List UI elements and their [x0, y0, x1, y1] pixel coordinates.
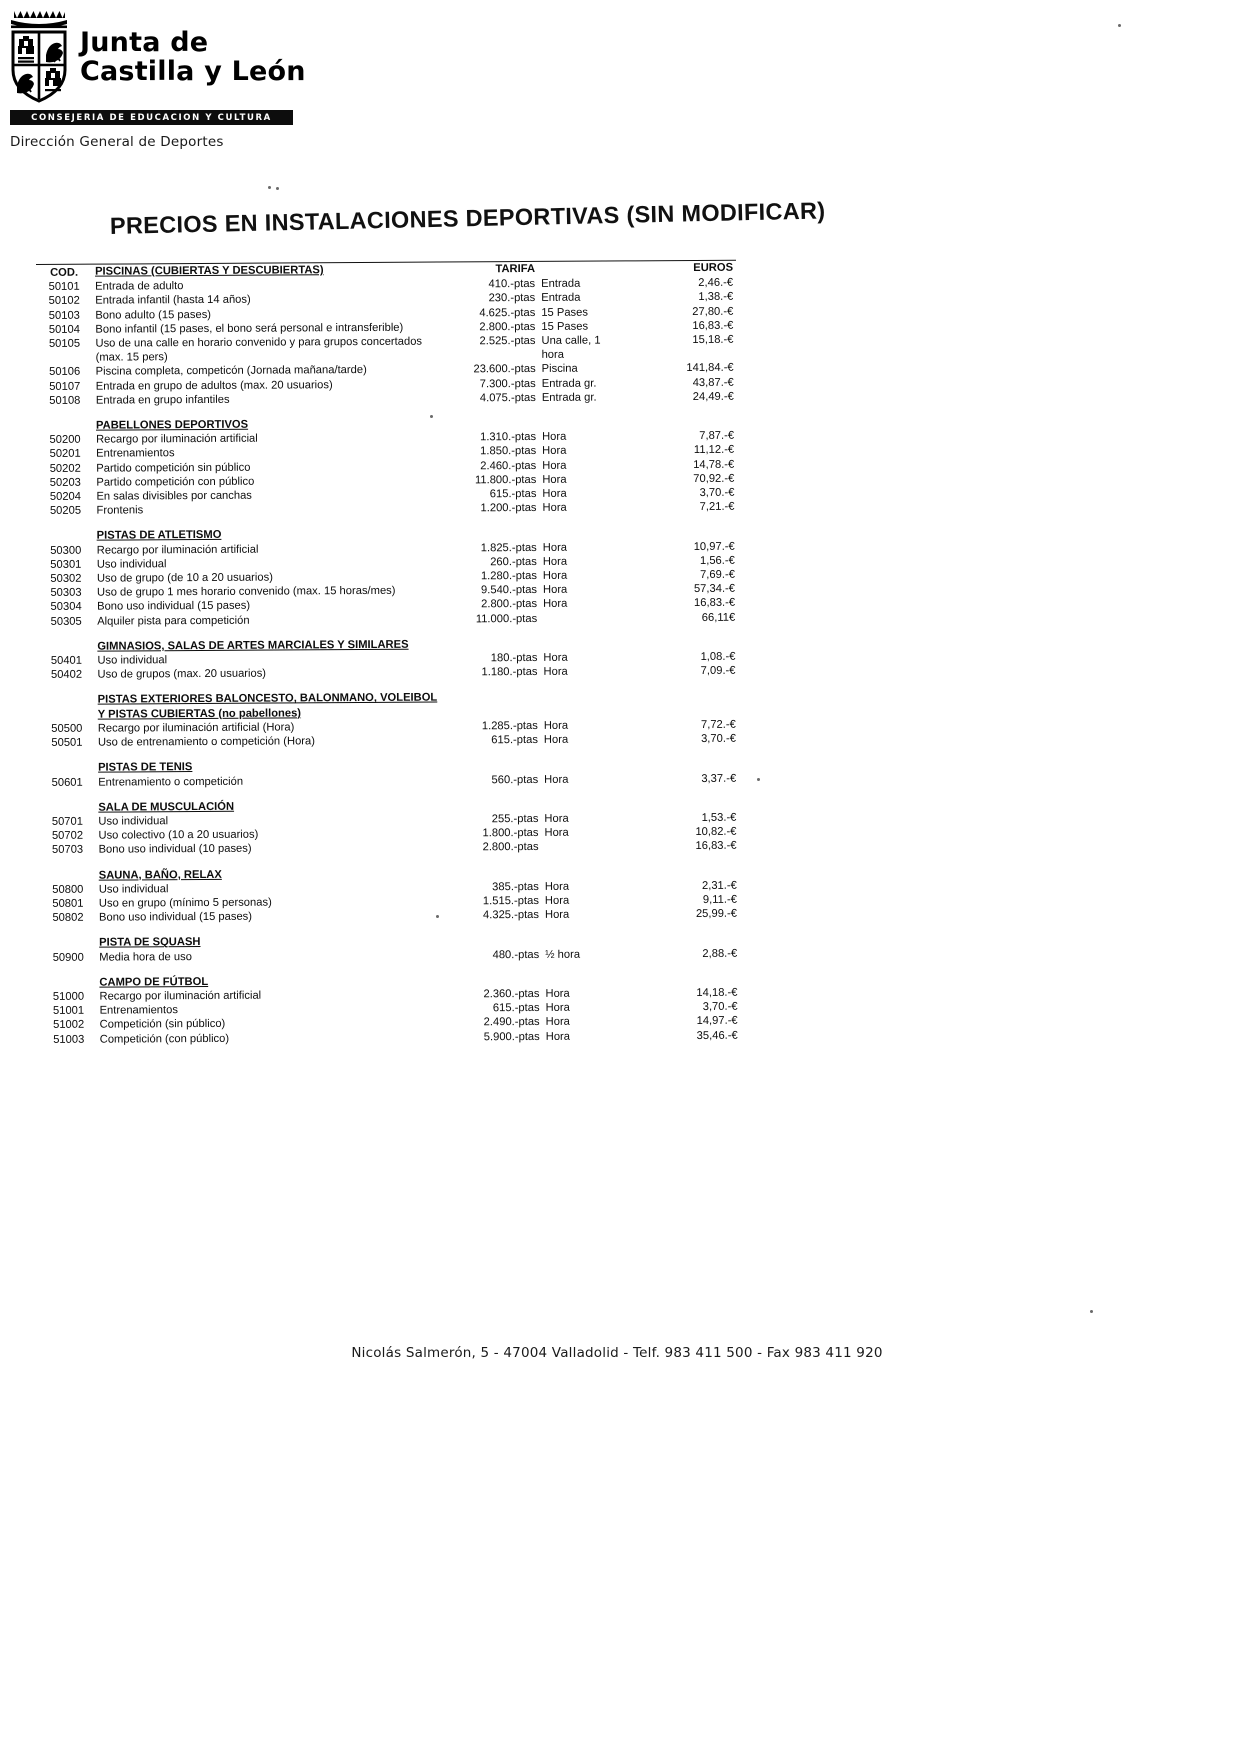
spacer-cell [442, 922, 542, 934]
column-header-euros [629, 689, 739, 718]
row-euros: 16,83.-€ [695, 840, 737, 853]
row-code: 50305 [50, 615, 82, 628]
row-euros: 7,87.-€ [699, 429, 735, 443]
section-heading-text: PISTA DE SQUASH [99, 936, 201, 949]
row-concept: Competición (con público) [99, 1032, 230, 1046]
row-concept: Entrada en grupo infantiles [95, 393, 230, 407]
column-header-euros [629, 757, 739, 772]
row-concept: Entrada en grupo de adultos (max. 20 usuarios) [95, 378, 333, 393]
spacer-cell [39, 750, 95, 761]
row-euros: 7,72.-€ [700, 718, 736, 731]
row-tarifa-ptas: 615.-ptas [491, 734, 538, 747]
column-header-euros [628, 636, 738, 651]
row-concept: Competición (sin público) [99, 1018, 226, 1031]
row-unit: ½ hora [545, 948, 581, 961]
row-tarifa-ptas: 1.825.-ptas [480, 541, 537, 554]
row-code: 50204 [49, 490, 82, 503]
row-concept: Recargo por iluminación artificial [99, 989, 262, 1003]
row-unit: Hora [544, 773, 569, 786]
spacer-cell [542, 854, 630, 866]
row-unit: Hora [545, 1001, 570, 1015]
row-euros: 27,80.-€ [692, 305, 734, 318]
row-tarifa-ptas: 255.-ptas [491, 812, 539, 826]
row-code: 50103 [48, 309, 80, 322]
column-header-cod [40, 936, 96, 951]
column-header-tarifa [440, 637, 540, 652]
column-header-cod [38, 640, 94, 655]
row-unit: Hora [542, 487, 567, 500]
column-header-cod [38, 529, 94, 544]
row-euros: 1,38.-€ [698, 291, 734, 304]
row-code: 50101 [48, 280, 80, 294]
row-euros: 1,53.-€ [701, 811, 737, 824]
row-euros: 14,18.-€ [696, 986, 738, 999]
row-tarifa-ptas: 260.-ptas [490, 555, 537, 569]
row-concept: Uso de grupo 1 mes horario convenido (max. 15 horas/mes) [96, 585, 396, 599]
row-unit: Hora [542, 430, 567, 444]
row-unit: Hora [542, 459, 567, 472]
spacer-cell [40, 857, 96, 868]
row-concept: Uso individual [96, 558, 167, 571]
spacer-cell [630, 960, 740, 972]
row-tarifa-ptas: 11.800.-ptas [474, 473, 537, 487]
consejeria-banner: CONSEJERIA DE EDUCACION Y CULTURA [10, 110, 293, 125]
spacer-cell [628, 514, 738, 526]
row-concept: Partido competición con público [96, 475, 255, 489]
column-header-unit [542, 865, 630, 880]
row-code: 50701 [51, 815, 84, 828]
organization-name-line1: Junta de [80, 27, 209, 58]
row-unit: Una calle, 1 hora [541, 334, 601, 362]
column-header-cod [40, 975, 96, 990]
footer-address: Nicolás Salmerón, 5 - 47004 Valladolid - Telf. 983 411 500 - Fax 983 411 920 [351, 1345, 883, 1361]
row-unit: Hora [542, 555, 568, 568]
section-heading-text: SALA DE MUSCULACIÓN [98, 800, 235, 814]
row-concept: Uso individual [98, 882, 169, 896]
column-header-euros [630, 864, 740, 879]
row-euros: 2,31.-€ [701, 879, 737, 892]
column-header-unit [542, 972, 630, 987]
row-tarifa-ptas: 1.800.-ptas [482, 827, 539, 840]
row-code: 50501 [51, 736, 83, 750]
row-concept: Piscina completa, competicón (Jornada mañana/tarde) [95, 364, 367, 379]
section-heading-row [39, 689, 739, 722]
spacer-cell [441, 679, 541, 691]
section-heading [94, 637, 440, 653]
row-euros: 1,56.-€ [699, 554, 735, 567]
row-euros: 2,88.-€ [702, 947, 738, 960]
row-tarifa-ptas: 230.-ptas [488, 292, 536, 305]
spacer-cell [40, 964, 96, 975]
column-header-tarifa [440, 526, 540, 541]
castilla-y-leon-coat-of-arms-icon [8, 8, 70, 104]
spacer-cell [439, 405, 539, 417]
column-header-tarifa: TARIFA [438, 261, 538, 277]
row-euros: 3,37.-€ [701, 772, 737, 785]
spacer-cell [542, 922, 630, 934]
row-euros: 25,99.-€ [695, 907, 738, 921]
row-tarifa-ptas: 385.-ptas [492, 880, 539, 893]
section-heading-text: GIMNASIOS, SALAS DE ARTES MARCIALES Y SIMILARES [97, 638, 409, 653]
row-code: 50300 [50, 544, 82, 557]
column-header-unit [542, 933, 630, 948]
row-tarifa-ptas: 2.360.-ptas [483, 987, 540, 1001]
row-code: 50401 [50, 654, 83, 667]
row-unit: Hora [543, 733, 569, 746]
row-tarifa-ptas: 2.800.-ptas [481, 598, 538, 611]
row-concept: Media hora de uso [99, 950, 192, 964]
section-heading-text: PISCINAS (CUBIERTAS Y DESCUBIERTAS) [95, 264, 324, 278]
row-code: 50301 [50, 558, 82, 571]
column-header-euros: EUROS [626, 260, 736, 276]
row-concept: Recargo por iluminación artificial [96, 432, 258, 446]
column-header-euros [630, 971, 740, 986]
row-unit: Hora [544, 894, 570, 907]
row-tarifa-ptas: 2.800.-ptas [479, 320, 536, 334]
row-unit: Entrada gr. [541, 391, 597, 404]
spacer-cell [629, 746, 739, 758]
row-euros: 70,92.-€ [693, 472, 735, 485]
row-tarifa-ptas: 23.600.-ptas [473, 363, 536, 376]
row-concept: Partido competición sin público [96, 461, 251, 475]
row-code: 50303 [50, 586, 82, 600]
row-euros: 14,78.-€ [693, 458, 735, 471]
row-concept: Entrada infantil (hasta 14 años) [95, 294, 251, 308]
page-title: PRECIOS EN INSTALACIONES DEPORTIVAS (SIN MODIFICAR) [109, 197, 826, 239]
section-heading-text: SAUNA, BAÑO, RELAX [98, 868, 222, 882]
row-tarifa-ptas: 7.300.-ptas [479, 377, 536, 390]
row-concept: Frontenis [96, 504, 144, 517]
column-header-tarifa [442, 933, 542, 948]
department-name: Dirección General de Deportes [10, 134, 224, 150]
row-euros: 2,46.-€ [698, 276, 734, 290]
row-tarifa-ptas: 180.-ptas [490, 652, 538, 665]
spacer-cell [37, 408, 93, 419]
row-code: 51002 [53, 1019, 85, 1032]
row-code: 50702 [51, 829, 84, 843]
row-code: 50102 [48, 295, 80, 308]
row-unit: 15 Pases [541, 306, 588, 319]
row-unit: Hora [542, 541, 568, 554]
row-code: 50302 [50, 572, 82, 585]
row-unit [540, 611, 628, 626]
row-concept: Alquiler pista para competición [97, 614, 250, 628]
spacer-cell [629, 785, 739, 797]
row-code: 51001 [52, 1004, 85, 1018]
row-code: 50802 [52, 911, 84, 925]
row-concept: En salas divisibles por canchas [96, 489, 252, 503]
column-header-euros [630, 932, 740, 947]
row-concept: Entrada de adulto [95, 280, 184, 293]
row-unit: Hora [545, 1030, 571, 1043]
row-code: 50104 [48, 323, 81, 336]
row-unit: Hora [542, 473, 567, 486]
row-concept: Recargo por iluminación artificial [96, 543, 259, 557]
spacer-cell [541, 747, 629, 759]
row-code: 50108 [49, 394, 81, 407]
row-euros: 1,08.-€ [700, 650, 736, 664]
row-euros: 9,11.-€ [702, 893, 737, 906]
row-tarifa-ptas: 1.200.-ptas [480, 502, 537, 515]
row-unit: 15 Pases [541, 320, 589, 333]
row-concept: Recargo por iluminación artificial (Hora) [97, 721, 295, 735]
spacer-cell [442, 854, 542, 866]
table-row [36, 333, 736, 366]
spacer-cell [627, 404, 737, 416]
row-tarifa-ptas: 1.280.-ptas [480, 570, 537, 583]
row-unit: Piscina [541, 363, 578, 376]
row-euros: 3,70.-€ [699, 486, 735, 499]
section-heading-text: PABELLONES DEPORTIVOS [95, 418, 249, 432]
row-tarifa-ptas: 2.460.-ptas [480, 459, 537, 472]
spacer-cell [630, 853, 740, 865]
row-euros: 14,97.-€ [696, 1015, 738, 1028]
row-unit: Hora [543, 666, 568, 679]
row-euros: 11,12.-€ [693, 444, 735, 457]
column-header-tarifa [441, 798, 541, 813]
row-concept: Bono adulto (15 pases) [95, 308, 212, 322]
row-euros: 10,97.-€ [693, 540, 735, 553]
spacer-cell [441, 747, 541, 759]
column-header-euros [627, 415, 737, 430]
row-unit: Hora [544, 880, 570, 893]
row-tarifa-ptas: 5.900.-ptas [483, 1030, 540, 1043]
row-concept: Uso de grupo (de 10 a 20 usuarios) [96, 571, 273, 585]
spacer-cell [441, 787, 541, 799]
row-tarifa-ptas: 1.285.-ptas [481, 719, 538, 733]
row-euros: 16,83.-€ [693, 597, 736, 610]
row-euros: 35,46.-€ [696, 1029, 738, 1042]
row-euros: 24,49.-€ [692, 390, 734, 403]
row-unit: Hora [544, 812, 569, 825]
price-table-body [36, 260, 741, 1047]
row-euros: 3,70.-€ [701, 732, 736, 746]
row-unit: Hora [545, 1016, 570, 1029]
column-header-euros [629, 796, 739, 811]
column-header-unit [541, 797, 629, 812]
row-tarifa-ptas: 2.800.-ptas [482, 841, 539, 854]
row-unit: Hora [543, 651, 568, 664]
spacer-cell [40, 925, 96, 936]
row-code: 50601 [51, 776, 83, 789]
row-concept: Uso individual [98, 815, 169, 828]
row-concept: Bono uso individual (15 pases) [97, 600, 251, 614]
row-tarifa-ptas: 1.310.-ptas [480, 431, 537, 444]
column-header-cod [39, 693, 95, 722]
row-euros: 16,83.-€ [692, 319, 734, 332]
organization-name-line2: Castilla y León [80, 56, 306, 87]
row-unit: Hora [542, 569, 568, 582]
row-code: 50105 [48, 337, 81, 350]
letterhead [8, 8, 428, 150]
row-concept: Uso colectivo (10 a 20 usuarios) [98, 828, 259, 842]
row-euros: 3,70.-€ [702, 1000, 738, 1014]
row-unit: Hora [542, 584, 568, 597]
section-heading-text: PISTAS DE ATLETISMO [96, 529, 222, 543]
row-euros: 7,09.-€ [700, 665, 736, 678]
row-euros: 141,84.-€ [686, 362, 734, 375]
column-header-unit [538, 261, 626, 277]
row-euros: 15,18.-€ [692, 333, 734, 347]
column-header-tarifa [442, 865, 542, 880]
section-heading-text: PISTAS EXTERIORES BALONCESTO, BALONMANO, VOLEIBOL Y PISTAS CUBIERTAS (no pabellones) [97, 692, 438, 721]
column-header-tarifa [439, 416, 539, 431]
spacer-cell [38, 518, 94, 529]
row-euros: 43,87.-€ [692, 376, 734, 389]
column-header-tarifa [441, 690, 541, 719]
column-header-tarifa [442, 973, 542, 988]
row-code: 50203 [49, 476, 81, 489]
column-header-cod [39, 800, 95, 815]
row-tarifa-ptas: 9.540.-ptas [480, 584, 538, 597]
column-header-unit [539, 415, 627, 430]
row-tarifa-ptas: 480.-ptas [492, 948, 540, 961]
column-header-unit [541, 690, 629, 719]
row-tarifa-ptas: 11.000.-ptas [475, 612, 538, 625]
row-concept: Bono uso individual (15 pases) [98, 910, 253, 924]
row-unit: Entrada [541, 292, 581, 305]
section-heading-text: PISTAS DE TENIS [98, 761, 193, 774]
row-euros: 7,69.-€ [700, 568, 735, 582]
row-euros: 10,82.-€ [695, 825, 737, 839]
row-concept: Uso individual [97, 654, 168, 667]
row-concept: Uso de entrenamiento o competición (Hora) [97, 735, 315, 749]
column-header-unit [540, 526, 628, 541]
row-code: 51000 [52, 990, 85, 1003]
row-concept: Entrenamientos [99, 1004, 178, 1017]
row-unit: Entrada [541, 277, 581, 291]
spacer-cell [440, 626, 540, 638]
price-table [36, 260, 741, 1047]
row-code: 50703 [51, 844, 84, 857]
row-tarifa-ptas: 1.180.-ptas [481, 666, 538, 679]
row-code: 50500 [51, 722, 83, 735]
row-code: 50106 [49, 366, 81, 379]
row-tarifa-ptas: 410.-ptas [488, 278, 536, 291]
row-code: 50201 [49, 448, 81, 461]
spacer-cell [38, 629, 94, 640]
row-concept: Uso de una calle en horario convenido y para grupos concertados (max. 15 pers) [95, 335, 423, 364]
row-tarifa-ptas: 2.525.-ptas [479, 334, 536, 348]
column-header-cod: COD. [36, 264, 92, 280]
spacer-cell [540, 625, 628, 637]
column-header-cod [37, 419, 93, 434]
spacer-cell [629, 678, 739, 690]
row-unit [542, 840, 630, 855]
section-heading-text: CAMPO DE FÚTBOL [99, 975, 209, 989]
row-tarifa-ptas: 615.-ptas [492, 1002, 540, 1015]
spacer-cell [541, 786, 629, 798]
column-header-unit [541, 758, 629, 773]
spacer-cell [542, 961, 630, 973]
row-tarifa-ptas: 560.-ptas [491, 773, 539, 786]
row-tarifa-ptas: 615.-ptas [489, 487, 537, 501]
row-tarifa-ptas: 1.850.-ptas [480, 445, 537, 458]
row-unit: Hora [544, 826, 569, 840]
row-tarifa-ptas: 4.625.-ptas [479, 306, 536, 319]
row-concept: Uso en grupo (mínimo 5 personas) [98, 896, 272, 910]
row-tarifa-ptas: 4.325.-ptas [482, 909, 540, 922]
row-unit: Hora [545, 987, 570, 1000]
row-unit: Entrada gr. [541, 377, 597, 390]
spacer-cell [630, 921, 740, 933]
row-code: 50402 [50, 669, 83, 682]
row-euros: 57,34.-€ [693, 583, 736, 596]
spacer-cell [628, 625, 738, 637]
row-concept: Bono infantil (15 pases, el bono será personal e intransferible) [95, 321, 404, 336]
row-code: 50107 [49, 380, 81, 393]
row-code: 50801 [52, 897, 84, 910]
row-code: 50800 [52, 883, 84, 896]
row-unit: Hora [543, 719, 569, 732]
row-code: 51003 [53, 1033, 85, 1046]
row-unit: Hora [544, 908, 570, 922]
row-unit: Hora [543, 598, 568, 611]
spacer-cell [539, 404, 627, 416]
spacer-cell [440, 515, 540, 527]
column-header-cod [40, 868, 96, 883]
spacer-cell [39, 682, 95, 693]
row-code: 50900 [52, 951, 84, 964]
spacer-cell [541, 679, 629, 691]
row-code: 50200 [49, 433, 81, 447]
spacer-cell [442, 962, 542, 974]
row-code: 50202 [49, 462, 81, 475]
column-header-cod [39, 761, 95, 776]
row-code: 50304 [50, 601, 82, 614]
row-tarifa-ptas: 1.515.-ptas [482, 894, 539, 908]
row-concept: Entrenamientos [96, 447, 175, 461]
row-code: 50205 [49, 504, 82, 518]
row-concept: Entrenamiento o competición [98, 775, 244, 789]
row-tarifa-ptas: 2.490.-ptas [483, 1016, 540, 1029]
column-header-euros [628, 525, 738, 540]
row-concept: Uso de grupos (max. 20 usuarios) [97, 667, 267, 681]
section-heading [95, 691, 441, 722]
row-tarifa-ptas: 4.075.-ptas [479, 391, 536, 405]
spacer-cell [39, 789, 95, 800]
spacer-cell [540, 515, 628, 527]
row-unit: Hora [542, 502, 567, 515]
column-header-unit [540, 636, 628, 651]
row-euros: 66,11€ [701, 611, 736, 624]
row-euros: 7,21.-€ [699, 500, 735, 514]
row-unit: Hora [542, 445, 567, 458]
row-concept: Bono uso individual (10 pases) [98, 843, 252, 856]
column-header-tarifa [441, 758, 541, 773]
price-table-container [36, 260, 741, 1047]
